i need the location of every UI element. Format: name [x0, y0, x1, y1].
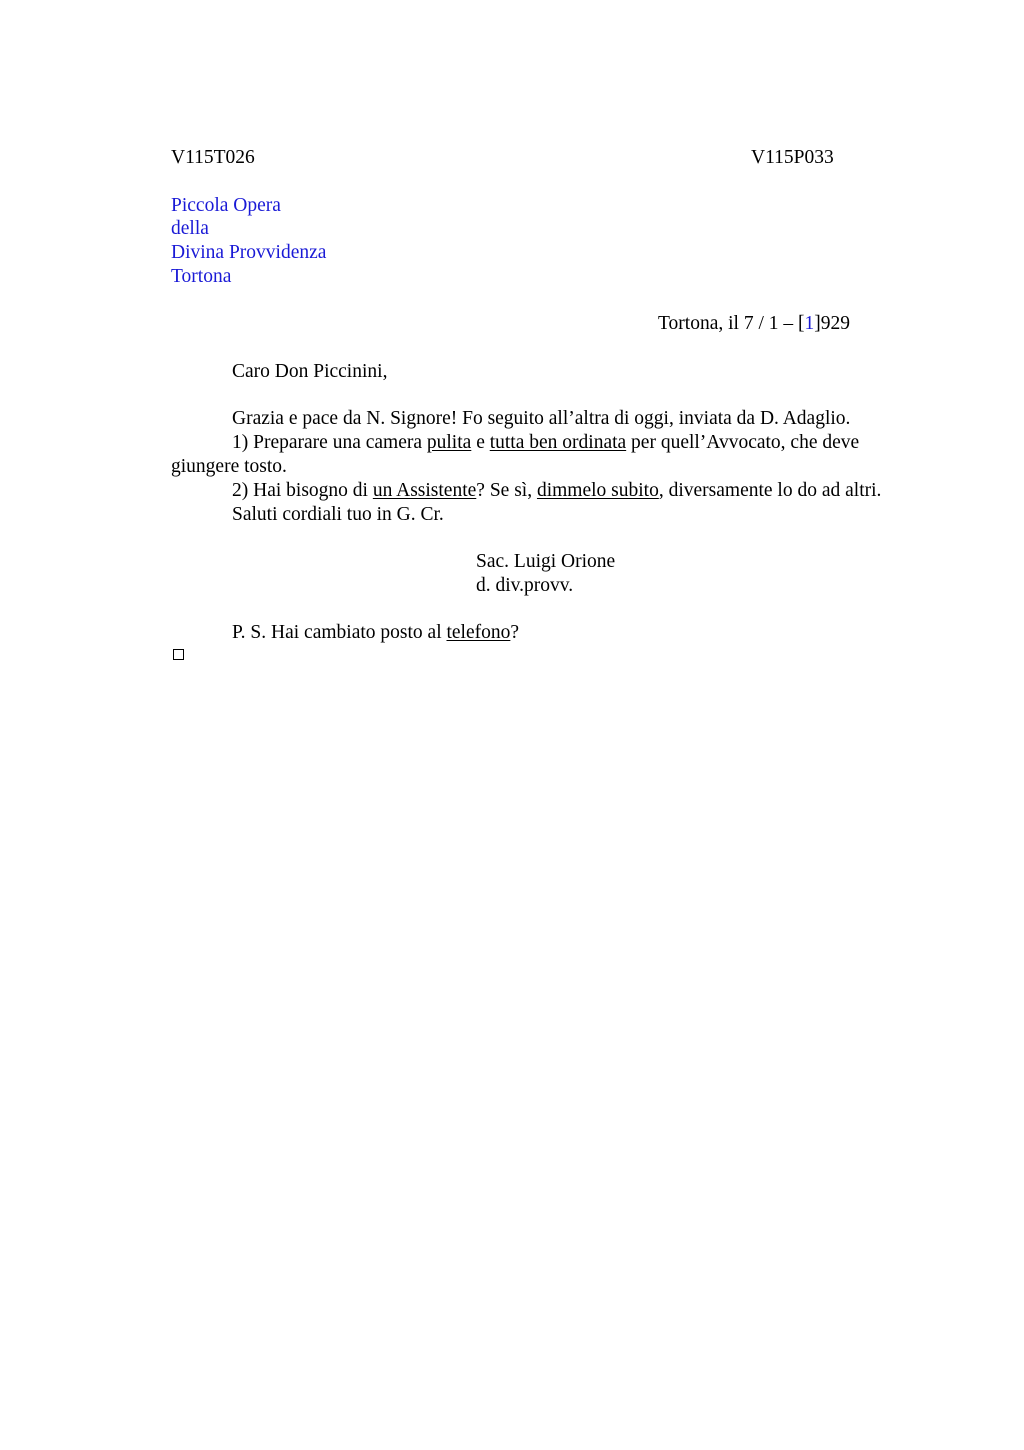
closing-greeting: Saluti cordiali tuo in G. Cr.	[232, 504, 444, 525]
body-paragraph-1: Grazia e pace da N. Signore! Fo seguito all’altra di oggi, inviata da D. Adaglio.	[232, 408, 851, 429]
end-mark-box-icon	[173, 649, 184, 660]
p3-text-3: , diversamente lo do ad altri.	[658, 480, 882, 501]
p2-text-2: e	[471, 432, 490, 453]
letterhead-line-4: Tortona	[171, 266, 232, 287]
date-editorial-digit: 1	[804, 313, 815, 334]
p3-underlined-1: un Assistente	[372, 480, 477, 501]
body-paragraph-2-continuation: giungere tosto.	[171, 456, 287, 477]
p2-text-3: per quell’Avvocato, che deve	[626, 432, 860, 453]
date-prefix: Tortona, il 7 / 1 – [	[658, 313, 805, 334]
signature-name: Sac. Luigi Orione	[476, 551, 616, 572]
letter-date	[658, 312, 850, 336]
body-paragraph-3	[232, 479, 881, 503]
body-paragraph-2	[232, 431, 859, 455]
document-code-left: V115T026	[171, 147, 255, 168]
letterhead-line-3: Divina Provvidenza	[171, 242, 327, 263]
salutation: Caro Don Piccinini,	[232, 361, 388, 382]
document-code-right: V115P033	[751, 147, 834, 168]
p3-underlined-2: dimmelo subito	[536, 480, 659, 501]
postscript-text: P. S. Hai cambiato posto al	[232, 622, 447, 643]
p2-underlined-2: tutta ben ordinata	[489, 432, 627, 453]
postscript-suffix: ?	[510, 622, 520, 643]
p3-text-2: ? Se sì,	[476, 480, 537, 501]
p3-text-1: 2) Hai bisogno di	[232, 480, 373, 501]
signature-title: d. div.provv.	[476, 575, 574, 596]
letterhead-line-1: Piccola Opera	[171, 195, 281, 216]
p2-underlined-1: pulita	[426, 432, 472, 453]
postscript	[232, 621, 519, 645]
postscript-underlined: telefono	[446, 622, 511, 643]
letterhead-line-2: della	[171, 218, 209, 239]
date-suffix: ]929	[814, 313, 850, 334]
p2-text-1: 1) Preparare una camera	[232, 432, 427, 453]
